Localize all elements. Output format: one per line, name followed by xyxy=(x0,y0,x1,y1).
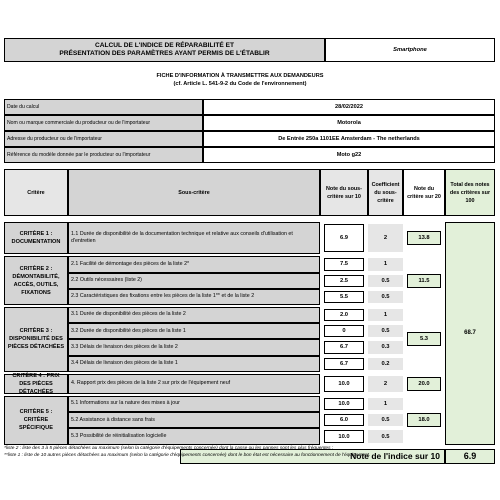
criterion-name: CRITÈRE 5 : CRITÈRE SPÉCIFIQUE xyxy=(4,396,68,445)
header-sub-score: Note du sous-critère sur 10 xyxy=(320,169,368,216)
category-label: Smartphone xyxy=(393,47,427,53)
subcriterion-coefficient: 0.5 xyxy=(368,414,403,426)
subcriterion-coefficient: 0.5 xyxy=(368,291,403,303)
detail-value: Motorola xyxy=(203,115,495,131)
header-title-cell xyxy=(4,38,325,62)
info-sheet-line2: (cf. Article L. 541-9-2 du Code de l'environnement) xyxy=(173,81,307,87)
criterion-score: 13.8 xyxy=(407,231,441,245)
subcriterion-coefficient: 0.3 xyxy=(368,341,403,353)
subcriterion-label: 3.4 Délais de livraison des pièces de la liste 1 xyxy=(68,356,320,372)
detail-label: Référence du modèle donnée par le producteur ou l'importateur xyxy=(4,147,203,163)
subcriterion-label: 3.2 Durée de disponibilité des pièces de la liste 1 xyxy=(68,323,320,339)
subcriterion-label: 1.1 Durée de disponibilité de la documentation technique et relative aux conseils d'utilisation et d'entretien xyxy=(68,222,320,254)
criterion-score: 18.0 xyxy=(407,413,441,427)
info-sheet-line1: FICHE D'INFORMATION À TRANSMETTRE AUX DEMANDEURS xyxy=(156,73,324,79)
criterion-score: 20.0 xyxy=(407,377,441,391)
subcriterion-label: 5.2 Assistance à distance sans frais xyxy=(68,412,320,428)
subcriterion-score: 6.0 xyxy=(324,414,364,426)
subcriterion-coefficient: 0.5 xyxy=(368,325,403,337)
subcriterion-score: 10.0 xyxy=(324,398,364,410)
subcriterion-score: 6.9 xyxy=(324,224,364,252)
header-coefficient: Coefficient du sous-critère xyxy=(368,169,403,216)
category-cell xyxy=(325,38,495,62)
subcriterion-coefficient: 0.5 xyxy=(368,430,403,442)
subcriterion-score: 6.7 xyxy=(324,358,364,370)
detail-label: Date du calcul xyxy=(4,99,203,115)
detail-value: Moto g22 xyxy=(203,147,495,163)
final-score-label: Note de l'indice sur 10 xyxy=(180,449,445,464)
subcriterion-label: 2.2 Outils nécessaires (liste 2) xyxy=(68,273,320,289)
subcriterion-score: 7.5 xyxy=(324,258,364,270)
info-sheet xyxy=(110,70,370,90)
subcriterion-score: 0 xyxy=(324,325,364,337)
footnote-1: *liste 2 : liste des 3 à 5 pièces détachées au maximum (selon la catégorie d'équipements concernée) dont la casse ou les pannes sont les plus fréquentes ; xyxy=(4,446,334,451)
subcriterion-label: 5.1 Informations sur la nature des mises à jour xyxy=(68,396,320,412)
subcriterion-coefficient: 1 xyxy=(368,309,403,321)
detail-label: Nom ou marque commerciale du producteur ou de l'importateur xyxy=(4,115,203,131)
subcriterion-label: 5.3 Possibilité de réinitialisation logicielle xyxy=(68,428,320,444)
criterion-name: CRITÈRE 3 : DISPONIBILITÉ DES PIÈCES DÉTACHÉES xyxy=(4,307,68,372)
header-title-line1: CALCUL DE L'INDICE DE RÉPARABILITÉ ET xyxy=(94,41,235,49)
subcriterion-score: 6.7 xyxy=(324,341,364,353)
subcriterion-label: 3.1 Durée de disponibilité des pièces de la liste 2 xyxy=(68,307,320,323)
details-table xyxy=(4,99,495,163)
subcriterion-score: 2.0 xyxy=(324,309,364,321)
subcriterion-coefficient: 0.5 xyxy=(368,275,403,287)
footnotes xyxy=(4,445,496,459)
subcriterion-score: 10.0 xyxy=(324,430,364,442)
subcriterion-score: 10.0 xyxy=(324,376,364,392)
detail-value: De Entrée 250a 1101EE Amsterdam - The netherlands xyxy=(203,131,495,147)
subcriterion-score: 5.5 xyxy=(324,291,364,303)
subcriterion-label: 4. Rapport prix des pièces de la liste 2 sur prix de l'équipement neuf xyxy=(68,374,320,394)
subcriterion-label: 2.1 Facilité de démontage des pièces de la liste 2* xyxy=(68,256,320,272)
header-subcriterion: Sous-critère xyxy=(68,169,320,216)
subcriterion-coefficient: 2 xyxy=(368,376,403,392)
criterion-name: CRITÈRE 4 : PRIX DES PIÈCES DÉTACHÉES xyxy=(4,374,68,394)
subcriterion-coefficient: 2 xyxy=(368,224,403,252)
subcriterion-coefficient: 1 xyxy=(368,258,403,270)
header-total: Total des notes des critères sur 100 xyxy=(445,169,495,216)
header-title-line2: PRÉSENTATION DES PARAMÈTRES AYANT PERMIS DE L'ÉTABLIR xyxy=(59,50,270,57)
subcriterion-coefficient: 1 xyxy=(368,398,403,410)
criterion-name: CRITÈRE 1 : DOCUMENTATION xyxy=(4,222,68,254)
subcriterion-coefficient: 0.2 xyxy=(368,358,403,370)
subcriterion-label: 2.3 Caractéristiques des fixations entre les pièces de la liste 1** et de la liste 2 xyxy=(68,289,320,305)
total-score: 68.7 xyxy=(445,222,495,445)
final-score-value: 6.9 xyxy=(445,449,495,464)
header-criterion: Critère xyxy=(4,169,68,216)
criterion-name: CRITÈRE 2 : DÉMONTABILITÉ, ACCÈS, OUTILS, FIXATIONS xyxy=(4,256,68,305)
subcriterion-label: 3.3 Délais de livraison des pièces de la liste 2 xyxy=(68,339,320,355)
header-criterion-score: Note du critère sur 20 xyxy=(403,169,445,216)
criterion-score: 11.5 xyxy=(407,274,441,288)
subcriterion-score: 2.5 xyxy=(324,275,364,287)
detail-label: Adresse du producteur ou de l'importateur xyxy=(4,131,203,147)
detail-value: 28/02/2022 xyxy=(203,99,495,115)
criterion-score: 5.3 xyxy=(407,332,441,346)
footnote-2: **liste 1 : liste de 10 autres pièces détachées au maximum (selon la catégorie d'équipements concernée) dont le bon état est nécessaire au fonctionnement de l'équipement. xyxy=(4,453,371,458)
